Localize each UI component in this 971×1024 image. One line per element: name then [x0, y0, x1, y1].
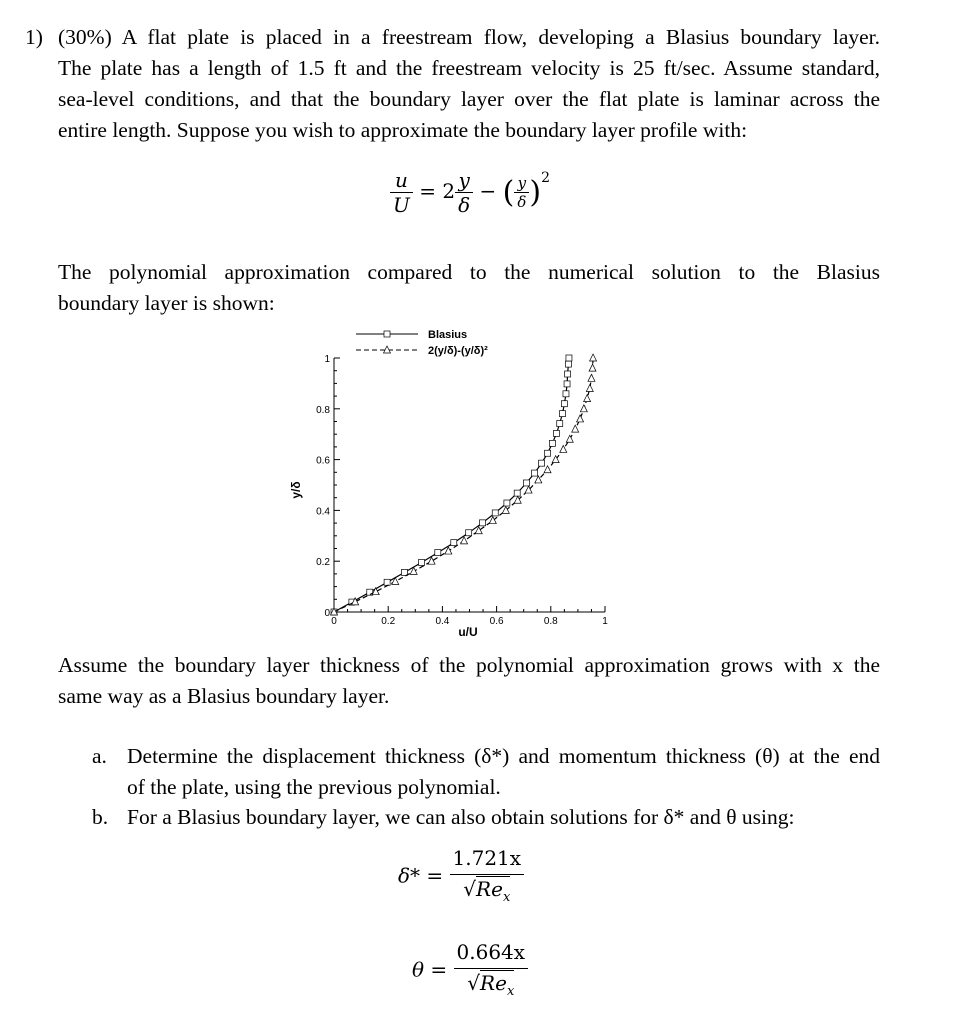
assumption-text	[58, 650, 880, 712]
blasius-marker	[539, 460, 545, 466]
equation-profile: $\frac{u}{U}$ = 2 $\frac{y}{\delta}$ − ( $\frac{y}{\delta}$ )$^2$	[390, 168, 550, 217]
x-tick-label: 0.4	[435, 616, 450, 627]
blasius-marker	[532, 470, 538, 476]
polynomial-marker	[577, 415, 584, 422]
legend-polynomial-label: 2(y/δ)-(y/δ)²	[428, 345, 488, 357]
eq2-re: Re	[476, 877, 503, 901]
y-tick-label: 0.4	[316, 506, 330, 518]
blasius-marker	[435, 550, 441, 556]
blasius-marker	[553, 430, 559, 436]
assumption-line: same way as a Blasius boundary layer.	[58, 684, 390, 708]
blasius-marker	[384, 331, 390, 337]
blasius-marker	[549, 440, 555, 446]
polynomial-marker	[572, 425, 579, 432]
problem-line: sea-level conditions, and that the boundary layer over the flat plate is laminar across the	[58, 87, 880, 111]
blasius-marker	[401, 569, 407, 575]
item-b-line: For a Blasius boundary layer, we can also obtain solutions for δ* and θ using:	[127, 805, 795, 829]
blasius-marker	[492, 510, 498, 516]
y-tick-label: 0	[324, 608, 330, 619]
eq1-equals: =	[419, 179, 436, 203]
equation-momentum	[412, 940, 528, 999]
blasius-marker	[566, 355, 572, 361]
polynomial-marker	[580, 405, 587, 412]
polynomial-marker	[566, 435, 573, 442]
comparison-line: The polynomial approximation compared to the numerical solution to the Blasius	[58, 260, 880, 284]
blasius-line	[334, 358, 569, 612]
blasius-marker	[565, 371, 571, 377]
polynomial-marker	[372, 588, 379, 595]
problem-line: entire length. Suppose you wish to approximate the boundary layer profile with:	[58, 118, 748, 142]
blasius-marker	[563, 391, 569, 397]
eq1-y: y	[458, 168, 470, 192]
x-tick-label: 0	[331, 616, 337, 627]
eq1-two: 2	[442, 179, 456, 203]
legend-blasius-label: Blasius	[428, 329, 468, 341]
item-a-text	[127, 741, 880, 803]
polynomial-marker	[502, 506, 509, 513]
problem-line: (30%) A flat plate is placed in a freestream flow, developing a Blasius boundary layer.	[58, 25, 880, 49]
comparison-line: boundary layer is shown:	[58, 291, 275, 315]
blasius-marker	[504, 500, 510, 506]
eq1-U: U	[390, 192, 413, 217]
comparison-text	[58, 257, 880, 319]
blasius-marker	[561, 401, 567, 407]
y-axis-label: y/δ	[289, 481, 303, 499]
blasius-marker	[565, 361, 571, 367]
eq1-minus: −	[479, 179, 497, 203]
x-tick-label: 0.2	[381, 616, 396, 627]
x-tick-label: 0.8	[543, 616, 558, 627]
item-a-marker: a.	[92, 744, 107, 768]
eq1-delta: δ	[455, 192, 473, 217]
blasius-marker	[514, 490, 520, 496]
problem-number: 1)	[25, 25, 43, 49]
x-tick-label: 1	[602, 616, 608, 627]
blasius-marker	[451, 540, 457, 546]
eq3-re: Re	[480, 971, 507, 995]
polynomial-marker	[589, 364, 596, 371]
x-axis-label: u/U	[458, 625, 478, 639]
item-a-line: of the plate, using the previous polynomial.	[127, 775, 501, 799]
sqrt-symbol: √	[467, 971, 481, 995]
y-tick-label: 0.8	[316, 404, 330, 416]
blasius-marker	[559, 411, 565, 417]
blasius-marker	[523, 480, 529, 486]
blasius-marker	[367, 589, 373, 595]
blasius-marker	[564, 381, 570, 387]
polynomial-marker	[586, 384, 593, 391]
blasius-marker	[384, 579, 390, 585]
polynomial-marker	[544, 466, 551, 473]
blasius-marker	[480, 520, 486, 526]
polynomial-line	[334, 358, 593, 612]
eq1-u: u	[394, 168, 408, 192]
y-tick-label: 0.6	[316, 455, 330, 467]
blasius-marker	[545, 450, 551, 456]
boundary-layer-chart	[270, 320, 630, 640]
eq3-sub: x	[506, 984, 515, 999]
sqrt-symbol: √	[463, 877, 477, 901]
x-tick-label: 0.6	[489, 616, 504, 627]
polynomial-marker	[590, 354, 597, 361]
assumption-line: Assume the boundary layer thickness of the polynomial approximation grows with x the	[58, 653, 880, 677]
blasius-marker	[557, 421, 563, 427]
problem-text	[58, 22, 880, 146]
eq2-numerator: 1.721x	[452, 846, 522, 870]
eq3-numerator: 0.664x	[456, 940, 526, 964]
problem-line: The plate has a length of 1.5 ft and the freestream velocity is 25 ft/sec. Assume standard,	[58, 56, 880, 80]
eq1-y2: y	[517, 174, 527, 192]
item-a-line: Determine the displacement thickness (δ*) and momentum thickness (θ) at the end	[127, 744, 880, 768]
blasius-marker	[466, 530, 472, 536]
equation-displacement	[398, 846, 524, 905]
eq2-sub: x	[502, 890, 511, 905]
polynomial-marker	[588, 374, 595, 381]
eq3-lhs: θ =	[412, 957, 448, 982]
blasius-marker	[419, 559, 425, 565]
eq1-exponent: 2	[541, 170, 550, 187]
polynomial-marker	[560, 445, 567, 452]
polynomial-marker	[489, 517, 496, 524]
eq2-lhs: δ* =	[398, 863, 444, 888]
polynomial-marker	[584, 395, 591, 402]
y-tick-label: 0.2	[316, 557, 330, 569]
item-b-marker: b.	[92, 805, 109, 829]
y-tick-label: 1	[324, 354, 330, 365]
eq1-delta2: δ	[514, 192, 529, 211]
item-b-text	[127, 802, 880, 833]
